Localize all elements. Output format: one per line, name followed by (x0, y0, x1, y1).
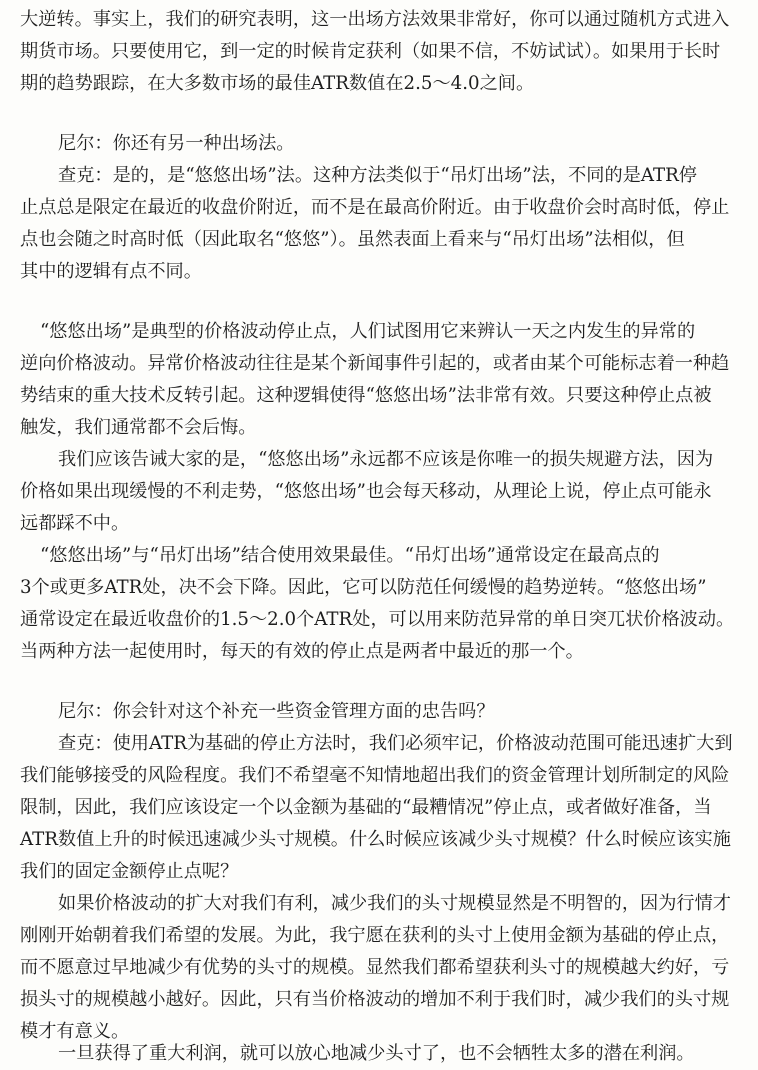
text-line: “悠悠出场”与“吊灯出场”结合使用效果最佳。“吊灯出场”通常设定在最高点的 (40, 545, 660, 566)
text-line: 刚刚开始朝着我们希望的发展。为此，我宁愿在获利的头寸上使用金额为基础的停止点， (20, 925, 730, 946)
text-line: 价格如果出现缓慢的不利走势，“悠悠出场”也会每天移动，从理论上说，停止点可能永 (20, 481, 712, 502)
text-line: 止点总是限定在最近的收盘价附近，而不是在最高价附近。由于收盘价会时高时低，停止 (20, 197, 730, 218)
text-line: 大逆转。事实上，我们的研究表明，这一出场方法效果非常好，你可以通过随机方式进入 (20, 9, 730, 30)
text-line: 我们的固定金额停止点呢？ (20, 861, 239, 882)
text-line: 触发，我们通常都不会后悔。 (20, 417, 257, 438)
text-line: 尼尔：你还有另一种出场法。 (58, 133, 295, 154)
text-line: 如果价格波动的扩大对我们有利，减少我们的头寸规模显然是不明智的，因为行情才 (58, 893, 731, 914)
text-line: 远都踩不中。 (20, 513, 130, 534)
text-line: 限制，因此，我们应该设定一个以金额为基础的“最糟情况”停止点，或者做好准备，当 (20, 797, 712, 818)
text-line: 其中的逻辑有点不同。 (20, 261, 202, 282)
text-line: 查克：是的，是“悠悠出场”法。这种方法类似于“吊灯出场”法，不同的是ATR停 (58, 165, 697, 186)
text-line: 我们能够接受的风险程度。我们不希望毫不知情地超出我们的资金管理计划所制定的风险 (20, 765, 730, 786)
text-line: 我们应该告诫大家的是，“悠悠出场”永远都不应该是你唯一的损失规避方法，因为 (58, 449, 714, 470)
text-line: 查克：使用ATR为基础的停止方法时，我们必须牢记，价格波动范围可能迅速扩大到 (58, 733, 733, 754)
text-line: 一旦获得了重大利润，就可以放心地减少头寸了，也不会牺牲太多的潜在利润。 (58, 1043, 695, 1064)
text-line: 而不愿意过早地减少有优势的头寸的规模。显然我们都希望获利头寸的规模越大约好，亏 (20, 957, 730, 978)
text-line: 期货市场。只要使用它，到一定的时候肯定获利（如果不信，不妨试试）。如果用于长时 (20, 41, 721, 62)
text-line: 损头寸的规模越小越好。因此，只有当价格波动的增加不利于我们时，减少我们的头寸规 (20, 989, 730, 1010)
text-line: 逆向价格波动。异常价格波动往往是某个新闻事件引起的，或者由某个可能标志着一种趋 (20, 353, 730, 374)
text-line: 期的趋势跟踪，在大多数市场的最佳ATR数值在2.5～4.0之间。 (20, 73, 535, 94)
text-line: 3个或更多ATR处，决不会下降。因此，它可以防范任何缓慢的趋势逆转。“悠悠出场” (20, 577, 707, 598)
text-line: 尼尔：你会针对这个补充一些资金管理方面的忠告吗？ (58, 701, 495, 722)
text-line: ATR数值上升的时候迅速减少头寸规模。什么时候应该减少头寸规模？什么时候应该实施 (20, 829, 731, 850)
text-line: 模才有意义。 (20, 1021, 130, 1042)
text-line: 势结束的重大技术反转引起。这种逻辑使得“悠悠出场”法非常有效。只要这种停止点被 (20, 385, 712, 406)
text-line: “悠悠出场”是典型的价格波动停止点，人们试图用它来辨认一天之内发生的异常的 (40, 321, 696, 342)
text-line: 点也会随之时高时低（因此取名“悠悠”）。虽然表面上看来与“吊灯出场”法相似，但 (20, 229, 685, 250)
text-line: 通常设定在最近收盘价的1.5～2.0个ATR处，可以用来防范异常的单日突兀状价格波动。 (20, 609, 735, 630)
text-line: 当两种方法一起使用时，每天的有效的停止点是两者中最近的那一个。 (20, 641, 584, 662)
